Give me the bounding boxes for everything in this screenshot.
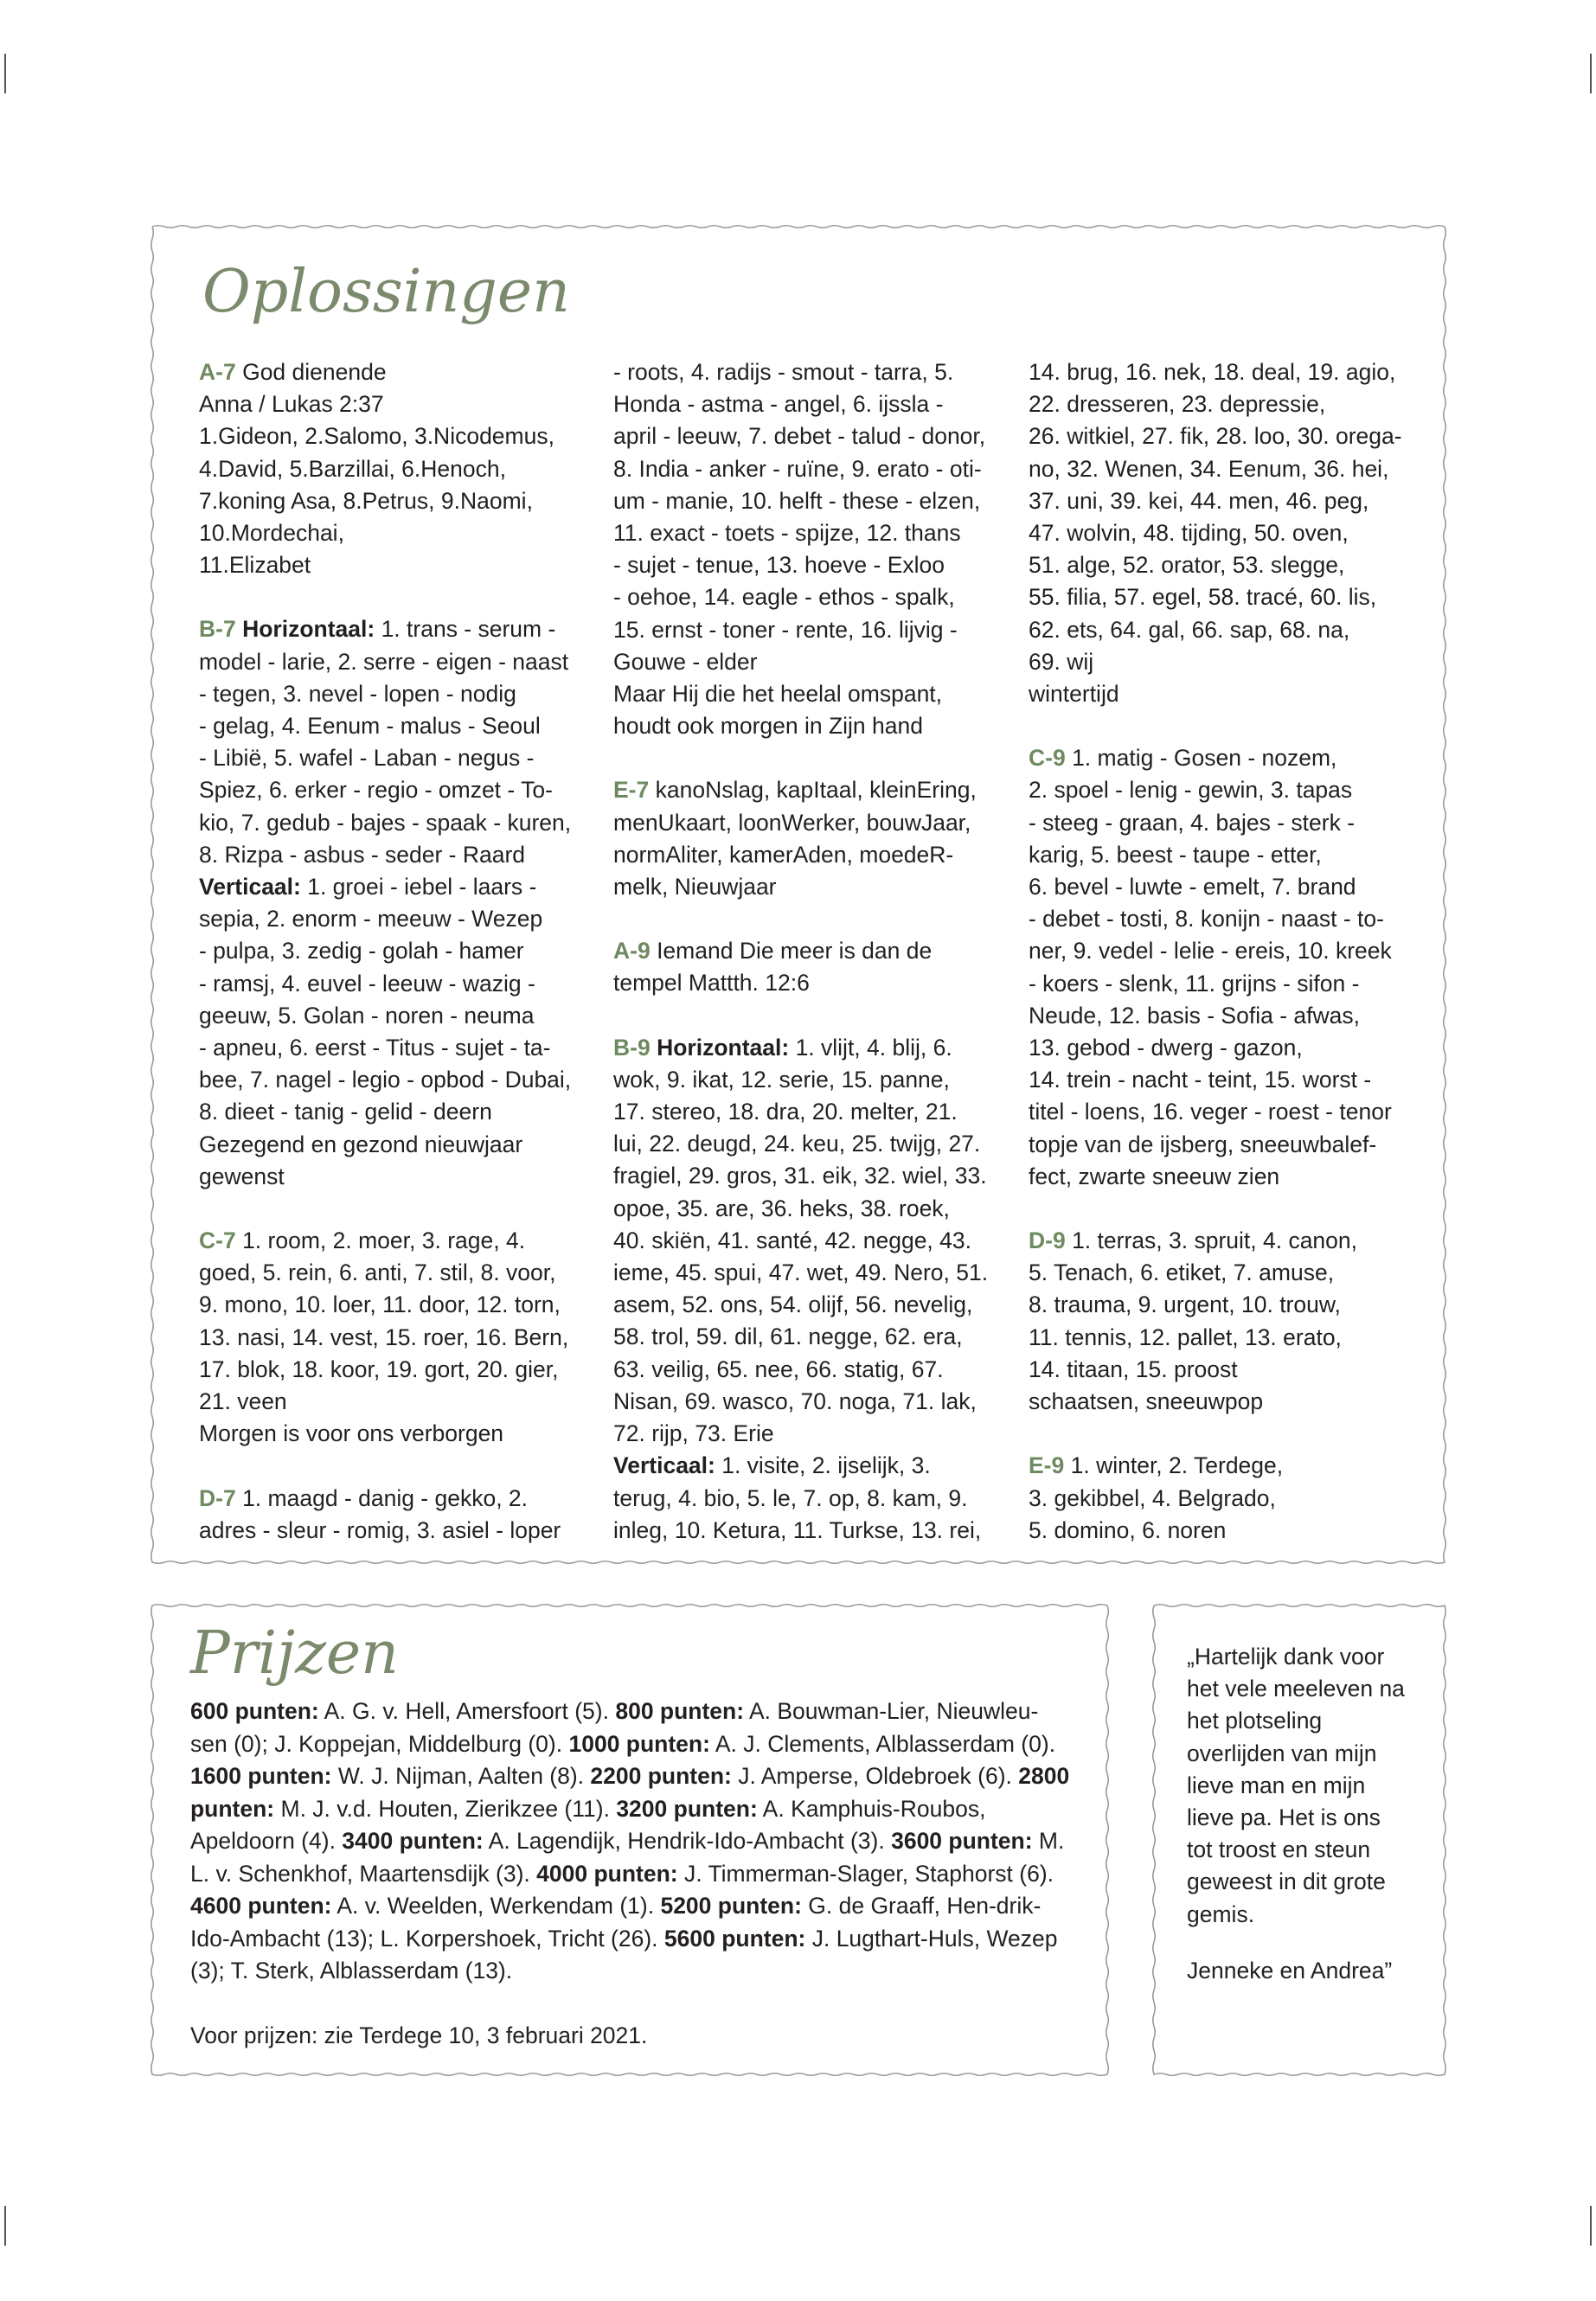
solution-line: kio, 7. gedub - bajes - spaak - kuren, <box>199 809 572 836</box>
solution-line: sepia, 2. enorm - meeuw - Wezep <box>199 906 543 933</box>
solution-line: Gouwe - elder <box>613 648 758 675</box>
prize-winners: A. Kamphuis-Roubos, Apeldoorn (4). <box>190 1795 986 1854</box>
prize-points: 2200 punten: <box>590 1763 732 1789</box>
solution-line: 1. trans - serum - <box>375 616 556 643</box>
solution-line: terug, 4. bio, 5. le, 7. op, 8. kam, 9. <box>613 1484 968 1511</box>
solution-line: 69. wij <box>1029 648 1094 675</box>
solution-line: Anna / Lukas 2:37 <box>199 391 384 418</box>
solution-line: 4.David, 5.Barzillai, 6.Henoch, <box>199 455 506 482</box>
direction-label: Verticaal: <box>613 1452 715 1479</box>
solution-a7 <box>199 356 580 388</box>
prize-points: 3400 punten: <box>342 1828 484 1854</box>
solution-line: wok, 9. ikat, 12. serie, 15. panne, <box>613 1066 950 1093</box>
solution-line: kanoNslag, kapItaal, kleinEring, <box>649 777 977 804</box>
solution-line: Nisan, 69. wasco, 70. noga, 71. lak, <box>613 1388 977 1414</box>
solution-line: - gelag, 4. Eenum - malus - Seoul <box>199 713 541 740</box>
solution-line: 5. domino, 6. noren <box>1029 1516 1227 1543</box>
solution-line: - roots, 4. radijs - smout - tarra, 5. <box>613 359 954 385</box>
solution-line: 40. skiën, 41. santé, 42. negge, 43. <box>613 1227 971 1253</box>
solution-line: 11. exact - toets - spijze, 12. thans <box>613 520 961 547</box>
prijzen-title: Prijzen <box>190 1619 399 1688</box>
oplossingen-title: Oplossingen <box>202 258 570 326</box>
solution-line: Morgen is voor ons verborgen <box>199 1420 504 1447</box>
prize-points: 5600 punten: <box>663 1925 806 1952</box>
solution-line: Iemand Die meer is dan de <box>650 938 933 965</box>
prize-points: 3200 punten: <box>616 1795 758 1822</box>
solution-line: ieme, 45. spui, 47. wet, 49. Nero, 51. <box>613 1259 989 1286</box>
solution-line: fragiel, 29. gros, 31. eik, 32. wiel, 33. <box>613 1163 987 1189</box>
solution-c7 <box>199 1225 580 1257</box>
puzzle-code: A-9 <box>613 938 651 965</box>
solution-line: 22. dresseren, 23. depressie, <box>1029 391 1326 418</box>
prize-winners: A. Lagendijk, Hendrik-Ido-Ambacht (3). <box>483 1828 892 1854</box>
solution-line: opoe, 35. are, 36. heks, 38. roek, <box>613 1195 950 1221</box>
solution-d9 <box>1029 1225 1418 1257</box>
solution-line: um - manie, 10. helft - these - elzen, <box>613 487 981 514</box>
crop-mark <box>4 2206 6 2246</box>
solution-line: tempel Mattth. 12:6 <box>613 970 810 997</box>
prize-points: 4600 punten: <box>190 1893 332 1919</box>
puzzle-code: E-7 <box>613 777 650 804</box>
prize-winners: A. v. Weelden, Werkendam (1). <box>331 1893 661 1919</box>
puzzle-code: C-7 <box>199 1227 236 1254</box>
solution-line: - Libië, 5. wafel - Laban - negus - <box>199 745 535 772</box>
solution-line: normAliter, kamerAden, moedeR- <box>613 841 954 868</box>
solution-line: 13. nasi, 14. vest, 15. roer, 16. Bern, <box>199 1324 569 1350</box>
solution-line: adres - sleur - romig, 3. asiel - loper <box>199 1516 561 1543</box>
solution-line: 1. terras, 3. spruit, 4. canon, <box>1065 1227 1358 1254</box>
prize-winners: A. J. Clements, Alblasserdam (0). <box>709 1730 1056 1757</box>
solution-line: 62. ets, 64. gal, 66. sap, 68. na, <box>1029 616 1350 643</box>
solution-line: inleg, 10. Ketura, 11. Turkse, 13. rei, <box>613 1516 982 1543</box>
solution-line: 15. ernst - toner - rente, 16. lijvig - <box>613 616 958 643</box>
solutions-column-3 <box>1029 356 1418 1547</box>
solution-line: schaatsen, sneeuwpop <box>1029 1388 1264 1415</box>
prize-winners: W. J. Nijman, Aalten (8). <box>331 1763 591 1789</box>
crop-mark <box>1590 54 1592 93</box>
solution-line: Neude, 12. basis - Sofia - afwas, <box>1029 1002 1360 1029</box>
prize-winners: G. de Graaff, Hen-drik-Ido-Ambacht (13); L. Korpershoek, Tricht (26). <box>190 1893 1042 1952</box>
prize-winners: J. Lugthart-Huls, Wezep (3); T. Sterk, Alblasserdam (13). <box>190 1925 1058 1984</box>
crop-mark <box>1590 2206 1592 2246</box>
solution-line: - ramsj, 4. euvel - leeuw - wazig - <box>199 970 535 997</box>
solution-line: gewenst <box>199 1163 285 1189</box>
solution-line: God dienende <box>242 359 387 385</box>
puzzle-code: B-7 <box>199 616 236 643</box>
prize-winners: M. L. v. Schenkhof, Maartensdijk (3). <box>190 1828 1065 1887</box>
prize-winners: A. G. v. Hell, Amersfoort (5). <box>318 1698 616 1724</box>
solution-line: 14. titaan, 15. proost <box>1029 1356 1238 1382</box>
puzzle-code: C-9 <box>1029 745 1066 772</box>
solution-e9 <box>1029 1450 1418 1482</box>
solution-line: - steeg - graan, 4. bajes - sterk - <box>1029 809 1356 836</box>
solution-line: Honda - astma - angel, 6. ijssla - <box>613 391 944 418</box>
prize-points: 3600 punten: <box>891 1828 1033 1854</box>
solution-line <box>199 871 580 903</box>
prize-winners: M. J. v.d. Houten, Zierikzee (11). <box>274 1795 617 1822</box>
prize-points: 1600 punten: <box>190 1763 332 1789</box>
puzzle-code: B-9 <box>613 1034 651 1061</box>
solution-line: 26. witkiel, 27. fik, 28. loo, 30. orega- <box>1029 423 1402 450</box>
prize-points: 5200 punten: <box>660 1893 802 1919</box>
solution-line: 14. brug, 16. nek, 18. deal, 19. agio, <box>1029 359 1396 385</box>
solution-line: asem, 52. ons, 54. olijf, 56. nevelig, <box>613 1292 973 1318</box>
crop-mark <box>4 54 6 93</box>
solution-line: - oehoe, 14. eagle - ethos - spalk, <box>613 584 955 611</box>
puzzle-code: E-9 <box>1029 1452 1065 1479</box>
solution-line: 8. dieet - tanig - gelid - deern <box>199 1099 492 1125</box>
solution-line: 8. India - anker - ruïne, 9. erato - oti- <box>613 455 982 482</box>
solution-line: 55. filia, 57. egel, 58. tracé, 60. lis, <box>1029 584 1377 611</box>
solution-line: - pulpa, 3. zedig - golah - hamer <box>199 938 524 965</box>
solution-line: 9. mono, 10. loer, 11. door, 12. torn, <box>199 1292 561 1318</box>
solution-line: 2. spoel - lenig - gewin, 3. tapas <box>1029 777 1353 804</box>
solution-line: 1. groei - iebel - laars - <box>300 874 537 901</box>
prize-points: 1000 punten: <box>568 1730 710 1757</box>
solution-line: 11.Elizabet <box>199 552 311 579</box>
solution-line: 1. vlijt, 4. blij, 6. <box>789 1034 952 1061</box>
solution-line: 47. wolvin, 48. tijding, 50. oven, <box>1029 520 1349 547</box>
solution-line: karig, 5. beest - taupe - etter, <box>1029 841 1322 868</box>
prize-winners: A. Bouwman-Lier, Nieuwleu-sen (0); J. Koppejan, Middelburg (0). <box>190 1698 1039 1757</box>
solution-line: 72. rijp, 73. Erie <box>613 1420 774 1447</box>
solution-line: 1. visite, 2. ijselijk, 3. <box>715 1452 931 1479</box>
solution-line: wintertijd <box>1029 681 1119 708</box>
solution-line: 8. Rizpa - asbus - seder - Raard <box>199 841 526 868</box>
solution-line: 14. trein - nacht - teint, 15. worst - <box>1029 1067 1372 1093</box>
solution-line: bee, 7. nagel - legio - opbod - Dubai, <box>199 1067 572 1093</box>
solution-line: topje van de ijsberg, sneeuwbalef- <box>1029 1131 1377 1157</box>
solution-line: 63. veilig, 65. nee, 66. statig, 67. <box>613 1356 944 1382</box>
solution-line: geeuw, 5. Golan - noren - neuma <box>199 1002 535 1029</box>
solution-line: 17. stereo, 18. dra, 20. melter, 21. <box>613 1099 958 1125</box>
solution-line: 1. winter, 2. Terdege, <box>1064 1452 1284 1479</box>
puzzle-code: A-7 <box>199 359 236 385</box>
prize-note: Voor prijzen: zie Terdege 10, 3 februari 2021. <box>190 2022 648 2048</box>
puzzle-code: D-9 <box>1029 1227 1066 1254</box>
solution-line: fect, zwarte sneeuw zien <box>1029 1163 1280 1189</box>
solution-line: 1. room, 2. moer, 3. rage, 4. <box>235 1227 526 1254</box>
prize-points: 600 punten: <box>190 1698 319 1724</box>
solution-b7 <box>199 613 580 645</box>
solution-line: 5. Tenach, 6. etiket, 7. amuse, <box>1029 1259 1335 1286</box>
solution-d7 <box>199 1483 580 1515</box>
solution-line: 1.Gideon, 2.Salomo, 3.Nicodemus, <box>199 423 554 450</box>
solution-line: Spiez, 6. erker - regio - omzet - To- <box>199 777 553 804</box>
solutions-column-2 <box>613 356 1003 1547</box>
solution-line: melk, Nieuwjaar <box>613 874 777 901</box>
solution-c9 <box>1029 742 1418 774</box>
solution-line: april - leeuw, 7. debet - talud - donor, <box>613 423 986 450</box>
prize-points: 2800 punten: <box>190 1763 1070 1822</box>
solution-line: - debet - tosti, 8. konijn - naast - to- <box>1029 906 1384 933</box>
solution-line: houdt ook morgen in Zijn hand <box>613 713 923 740</box>
solution-line: 1. maagd - danig - gekko, 2. <box>235 1484 529 1511</box>
solution-line: 3. gekibbel, 4. Belgrado, <box>1029 1484 1276 1511</box>
prize-list <box>190 1695 1073 1988</box>
direction-label: Verticaal: <box>199 874 301 901</box>
solution-line: goed, 5. rein, 6. anti, 7. stil, 8. voor, <box>199 1259 556 1286</box>
solution-line: 1. matig - Gosen - nozem, <box>1065 745 1337 772</box>
solution-line: 8. trauma, 9. urgent, 10. trouw, <box>1029 1292 1341 1318</box>
solution-line: 6. bevel - luwte - emelt, 7. brand <box>1029 874 1356 901</box>
solutions-column-1 <box>199 356 580 1547</box>
solution-line: 17. blok, 18. koor, 19. gort, 20. gier, <box>199 1356 559 1382</box>
solution-line: - sujet - tenue, 13. hoeve - Exloo <box>613 552 945 579</box>
prize-points: 4000 punten: <box>536 1860 678 1887</box>
puzzle-code: D-7 <box>199 1484 236 1511</box>
solution-line: 13. gebod - dwerg - gazon, <box>1029 1035 1303 1061</box>
solution-line: model - larie, 2. serre - eigen - naast <box>199 648 569 675</box>
prize-winners: J. Timmerman-Slager, Staphorst (6). <box>677 1860 1054 1887</box>
solution-line: 11. tennis, 12. pallet, 13. erato, <box>1029 1324 1342 1350</box>
solution-a9 <box>613 935 1003 967</box>
solution-line: Maar Hij die het heelal omspant, <box>613 681 943 708</box>
solution-b9 <box>613 1032 1003 1064</box>
solution-line: no, 32. Wenen, 34. Eenum, 36. hei, <box>1029 455 1389 482</box>
solution-line <box>613 1450 1003 1482</box>
prize-points: 800 punten: <box>615 1698 745 1724</box>
solution-line: 21. veen <box>199 1388 287 1415</box>
solution-line: titel - loens, 16. veger - roest - tenor <box>1029 1099 1392 1125</box>
quote-signature: Jenneke en Andrea” <box>1187 1958 1393 1984</box>
solution-line: 37. uni, 39. kei, 44. men, 46. peg, <box>1029 487 1369 514</box>
solution-line: - koers - slenk, 11. grijns - sifon - <box>1029 970 1360 997</box>
solution-line: 58. trol, 59. dil, 61. negge, 62. era, <box>613 1324 963 1350</box>
solution-e7 <box>613 774 1003 806</box>
direction-label: Horizontaal: <box>242 616 375 643</box>
solution-line: ner, 9. vedel - lelie - ereis, 10. kreek <box>1029 938 1392 965</box>
solution-line: 7.koning Asa, 8.Petrus, 9.Naomi, <box>199 487 533 514</box>
solution-line: 10.Mordechai, <box>199 520 344 547</box>
thank-you-quote: „Hartelijk dank voor het vele meeleven na het plotseling overlijden van mijn lieve man en mijn lieve pa. Het is ons tot troost en steun geweest in dit grote gemis. <box>1187 1644 1405 1927</box>
solution-line: 51. alge, 52. orator, 53. slegge, <box>1029 552 1345 579</box>
prize-winners: J. Amperse, Oldebroek (6). <box>731 1763 1019 1789</box>
solution-line: - tegen, 3. nevel - lopen - nodig <box>199 680 516 707</box>
solution-line: Gezegend en gezond nieuwjaar <box>199 1131 523 1157</box>
solution-line: menUkaart, loonWerker, bouwJaar, <box>613 809 971 836</box>
direction-label: Horizontaal: <box>657 1034 790 1061</box>
solution-line: - apneu, 6. eerst - Titus - sujet - ta- <box>199 1035 551 1061</box>
solution-line: lui, 22. deugd, 24. keu, 25. twijg, 27. <box>613 1131 981 1157</box>
